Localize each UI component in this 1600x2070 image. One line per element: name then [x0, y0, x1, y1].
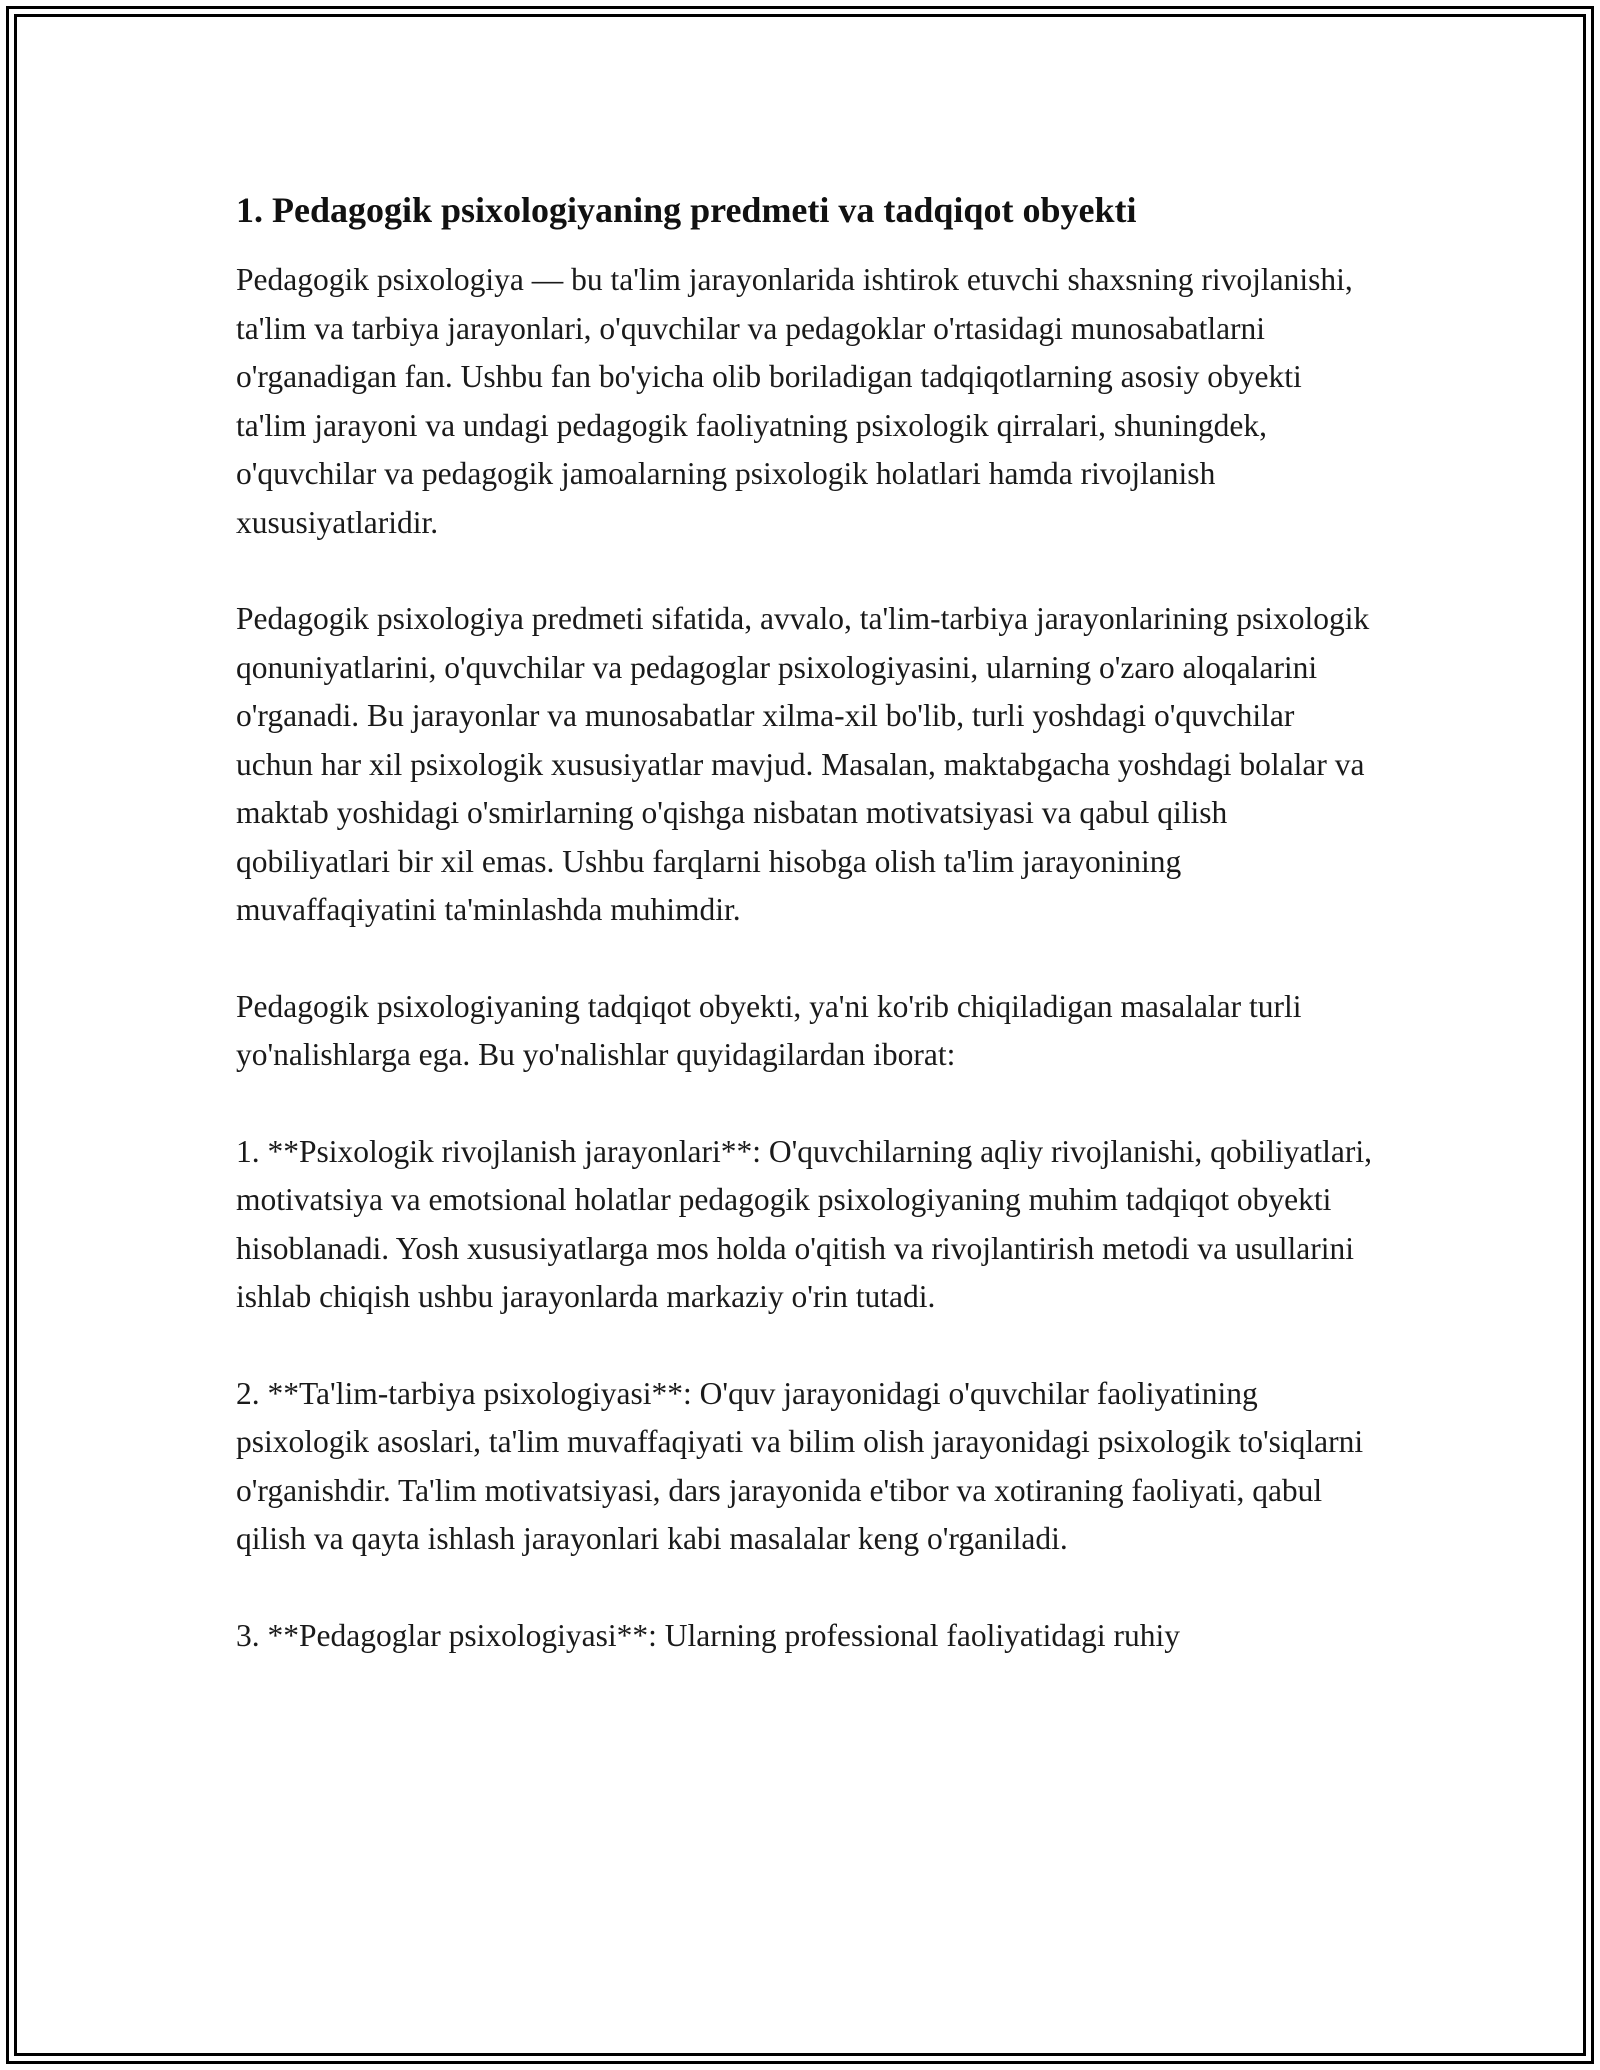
- section-heading: 1. Pedagogik psixologiyaning predmeti va tadqiqot obyekti: [236, 190, 1137, 230]
- paragraph-subject: Pedagogik psixologiya predmeti sifatida, avvalo, ta'lim-tarbiya jarayonlarining psixologik qonuniyatlarini, o'quvchilar va pedagoglar psixologiyasini, ularning o'zaro aloqalarini o'rganadi. Bu jarayonlar va munosabatlar xilma-xil bo'lib, turli yoshdagi o'quvchilar uchun har xil psixologik xususiyatlar mavjud. Masalan, maktabgacha yoshdagi bolalar va maktab yoshidagi o'smirlarning o'qishga nisbatan motivatsiyasi va qabul qilish qobiliyatlari bir xil emas. Ushbu farqlarni hisobga olish ta'lim jarayonining muvaffaqiyatini ta'minlashda muhimdir.: [236, 601, 1370, 927]
- list-item-development: 1. **Psixologik rivojlanish jarayonlari**: O'quvchilarning aqliy rivojlanishi, qobiliyatlari, motivatsiya va emotsional holatlar pedagogik psixologiyaning muhim tadqiqot obyekti hisoblanadi. Yosh xususiyatlarga mos holda o'qitish va rivojlantirish metodi va usullarini ishlab chiqish ushbu jarayonlarda markaziy o'rin tutadi.: [236, 1133, 1373, 1314]
- list-item-education: 2. **Ta'lim-tarbiya psixologiyasi**: O'quv jarayonidagi o'quvchilar faoliyatining psixologik asoslari, ta'lim muvaffaqiyati va bilim olish jarayonidagi psixologik to'siqlarni o'rganishdir. Ta'lim motivatsiyasi, dars jarayonida e'tibor va xotiraning faoliyati, qabul qilish va qayta ishlash jarayonlari kabi masalalar keng o'rganiladi.: [236, 1375, 1364, 1556]
- paragraph-definition: Pedagogik psixologiya — bu ta'lim jarayonlarida ishtirok etuvchi shaxsning rivojlanishi, ta'lim va tarbiya jarayonlari, o'quvchilar va pedagoklar o'rtasidagi munosabatlarni o'rganadigan fan. Ushbu fan bo'yicha olib boriladigan tadqiqotlarning asosiy obyekti ta'lim jarayoni va undagi pedagogik faoliyatning psixologik qirralari, shuningdek, o'quvchilar va pedagogik jamoalarning psixologik holatlari hamda rivojlanish xususiyatlaridir.: [236, 262, 1353, 540]
- document-body: [236, 186, 1376, 1708]
- list-item-pedagogues: 3. **Pedagoglar psixologiyasi**: Ularning professional faoliyatidagi ruhiy: [236, 1617, 1180, 1653]
- paragraph-object-intro: Pedagogik psixologiyaning tadqiqot obyekti, ya'ni ko'rib chiqiladigan masalalar turli yo'nalishlarga ega. Bu yo'nalishlar quyidagilardan iborat:: [236, 988, 1302, 1072]
